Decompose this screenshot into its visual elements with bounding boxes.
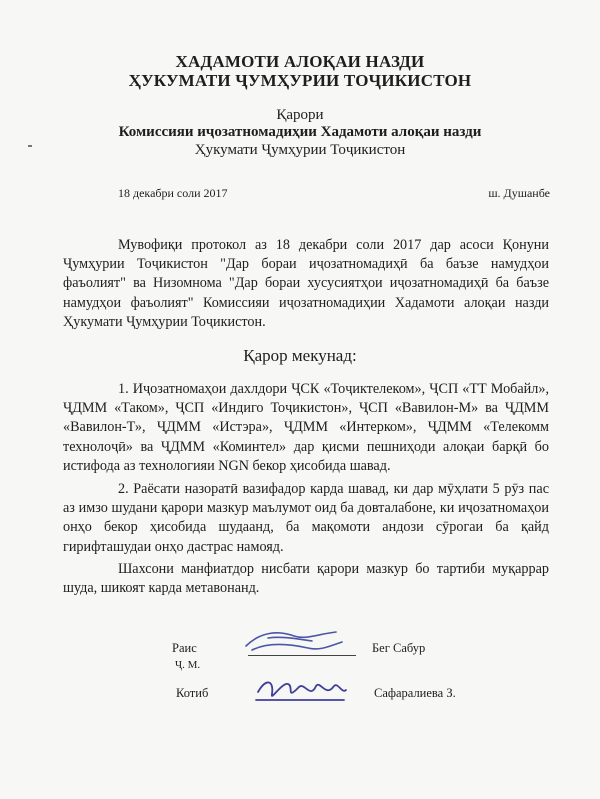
document-place: ш. Душанбе	[488, 186, 550, 200]
org-name-line1: ХАДАМОТИ АЛОҚАИ НАЗДИ	[175, 52, 425, 71]
chair-signature-mark	[238, 624, 348, 658]
decision-item-2: 2. Раёсати назоратӣ вазифадор карда шавад, ки дар мӯҳлати 5 рӯз пас аз имзо шудани қарори мазкур маълумот оид ба довталабоне, ки иҷозатномаҳои онҳо бекор ҳисобида шудаанд, ба мақомоти андози сӯрогаи ба қайд гирифташудаи онҳо дастрас намояд.	[63, 481, 549, 555]
decision-item-1: 1. Иҷозатномаҳои дахлдори ҶСК «Тоҷиктелеком», ҶСП «ТТ Мобайл», ҶДММ «Таком», ҶСП «Индиго Тоҷикистон», ҶСП «Вавилон-М» ва ҶДММ «Вавилон-Т», ҶДММ «Истэра», ҶДММ «Интерком», ҶДММ «Телекомм технолоҷӣ» ва ҶДММ «Коминтел» дар қисми пешниҳоди алоқаи барқӣ бо истифода аз технологияи NGN бекор ҳисобида шавад.	[63, 381, 549, 474]
document-date: 18 декабри соли 2017	[118, 186, 228, 200]
secretary-label: Котиб	[176, 686, 209, 700]
appeal-note: Шахсони манфиатдор нисбати қарори мазкур бо тартиби муқаррар шуда, шикоят карда метавонанд.	[63, 561, 549, 597]
commission-line1: Комиссияи иҷозатномадиҳии Хадамоти алоқаи назди	[118, 124, 482, 140]
secretary-name: Сафаралиева З.	[374, 686, 456, 700]
preamble-paragraph: Мувофиқи протокол аз 18 декабри соли 2017 дар асоси Қонуни Ҷумҳурии Тоҷикистон "Дар бораи иҷозатномадиҳӣ ба баъзе намудҳои фаъолият" ва Низомнома "Дар бораи хусусиятҳои иҷозатномадиҳӣ ба баъзе намудҳои фаъолият" Комиссияи иҷозатномадиҳии Хадамоти алоқаи назди Ҳукумати Ҷумҳурии Тоҷикистон.	[63, 237, 549, 330]
org-name-line2: ҲУКУМАТИ ҶУМҲУРИИ ТОҶИКИСТОН	[128, 71, 472, 90]
chair-initials: Ҷ. М.	[175, 659, 201, 671]
chair-label: Раис	[172, 641, 197, 655]
decision-title: Қарори	[276, 107, 324, 123]
chair-name: Бег Сабур	[372, 641, 426, 655]
decides-heading: Қарор мекунад:	[243, 346, 357, 365]
secretary-signature-mark	[252, 672, 352, 706]
commission-line2: Ҳукумати Ҷумҳурии Тоҷикистон	[194, 142, 406, 158]
